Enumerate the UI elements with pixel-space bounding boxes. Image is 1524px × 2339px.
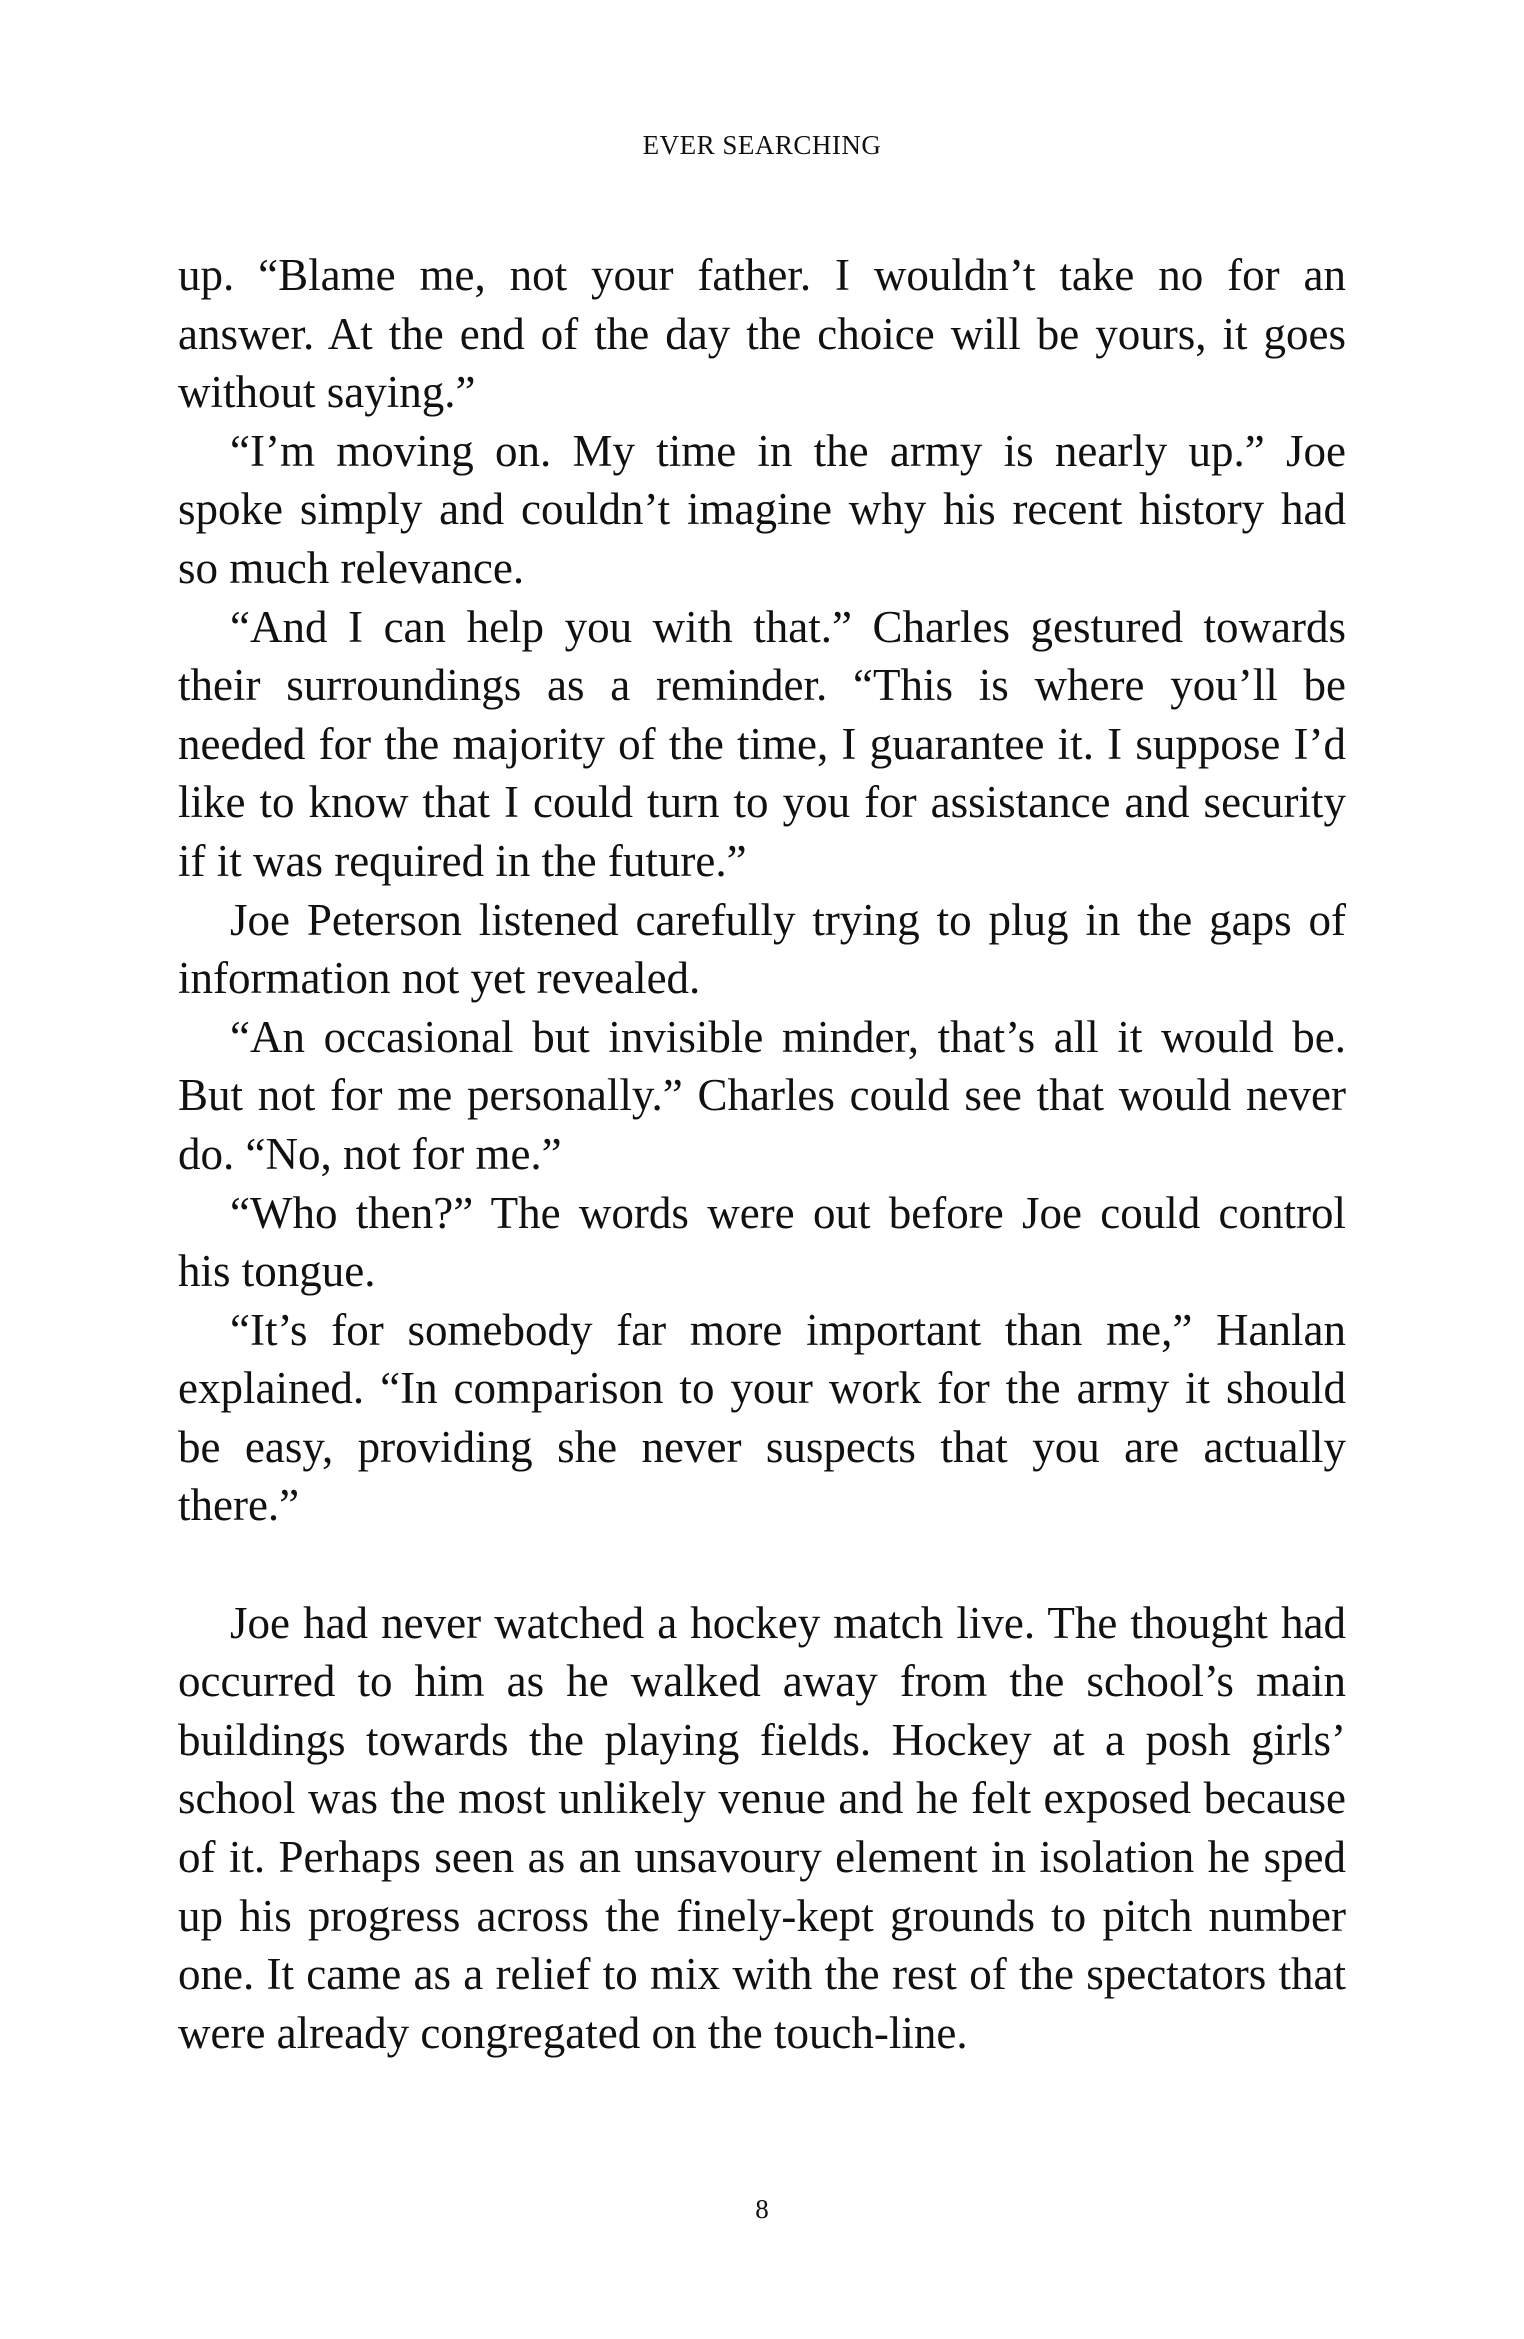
paragraph: “And I can help you with that.” Charles gestured towards their surroundings as a reminder. “This is where you’ll be needed for the majority of the time, I guarantee it. I suppose I’d like to know that I could turn to you for assistance and security if it was required in the future.”	[178, 601, 1346, 886]
running-head: EVER SEARCHING	[642, 130, 882, 160]
page-number: 8	[755, 2194, 769, 2224]
body-text	[178, 246, 1346, 2062]
paragraph: Joe Peterson listened carefully trying to plug in the gaps of information not yet revealed.	[178, 894, 1346, 1004]
paragraph: “Who then?” The words were out before Joe could control his tongue.	[178, 1187, 1346, 1297]
scene-break	[178, 1535, 1346, 1594]
paragraph: “An occasional but invisible minder, that’s all it would be. But not for me personally.” Charles could see that would never do. “No, not for me.”	[178, 1011, 1346, 1179]
paragraph: “It’s for somebody far more important than me,” Hanlan explained. “In comparison to your work for the army it should be easy, providing she never suspects that you are actually there.”	[178, 1304, 1346, 1531]
paragraph: “I’m moving on. My time in the army is nearly up.” Joe spoke simply and couldn’t imagine why his recent history had so much relevance.	[178, 425, 1346, 593]
paragraph: Joe had never watched a hockey match live. The thought had occurred to him as he walked away from the school’s main buildings towards the playing fields. Hockey at a posh girls’ school was the most unlikely venue and he felt exposed because of it. Perhaps seen as an unsavoury element in isolation he sped up his progress across the finely-kept grounds to pitch number one. It came as a relief to mix with the rest of the spectators that were already congregated on the touch-line.	[178, 1597, 1346, 2058]
paragraph-continuation: up. “Blame me, not your father. I wouldn’t take no for an answer. At the end of the day the choice will be yours, it goes without saying.”	[178, 250, 1346, 418]
